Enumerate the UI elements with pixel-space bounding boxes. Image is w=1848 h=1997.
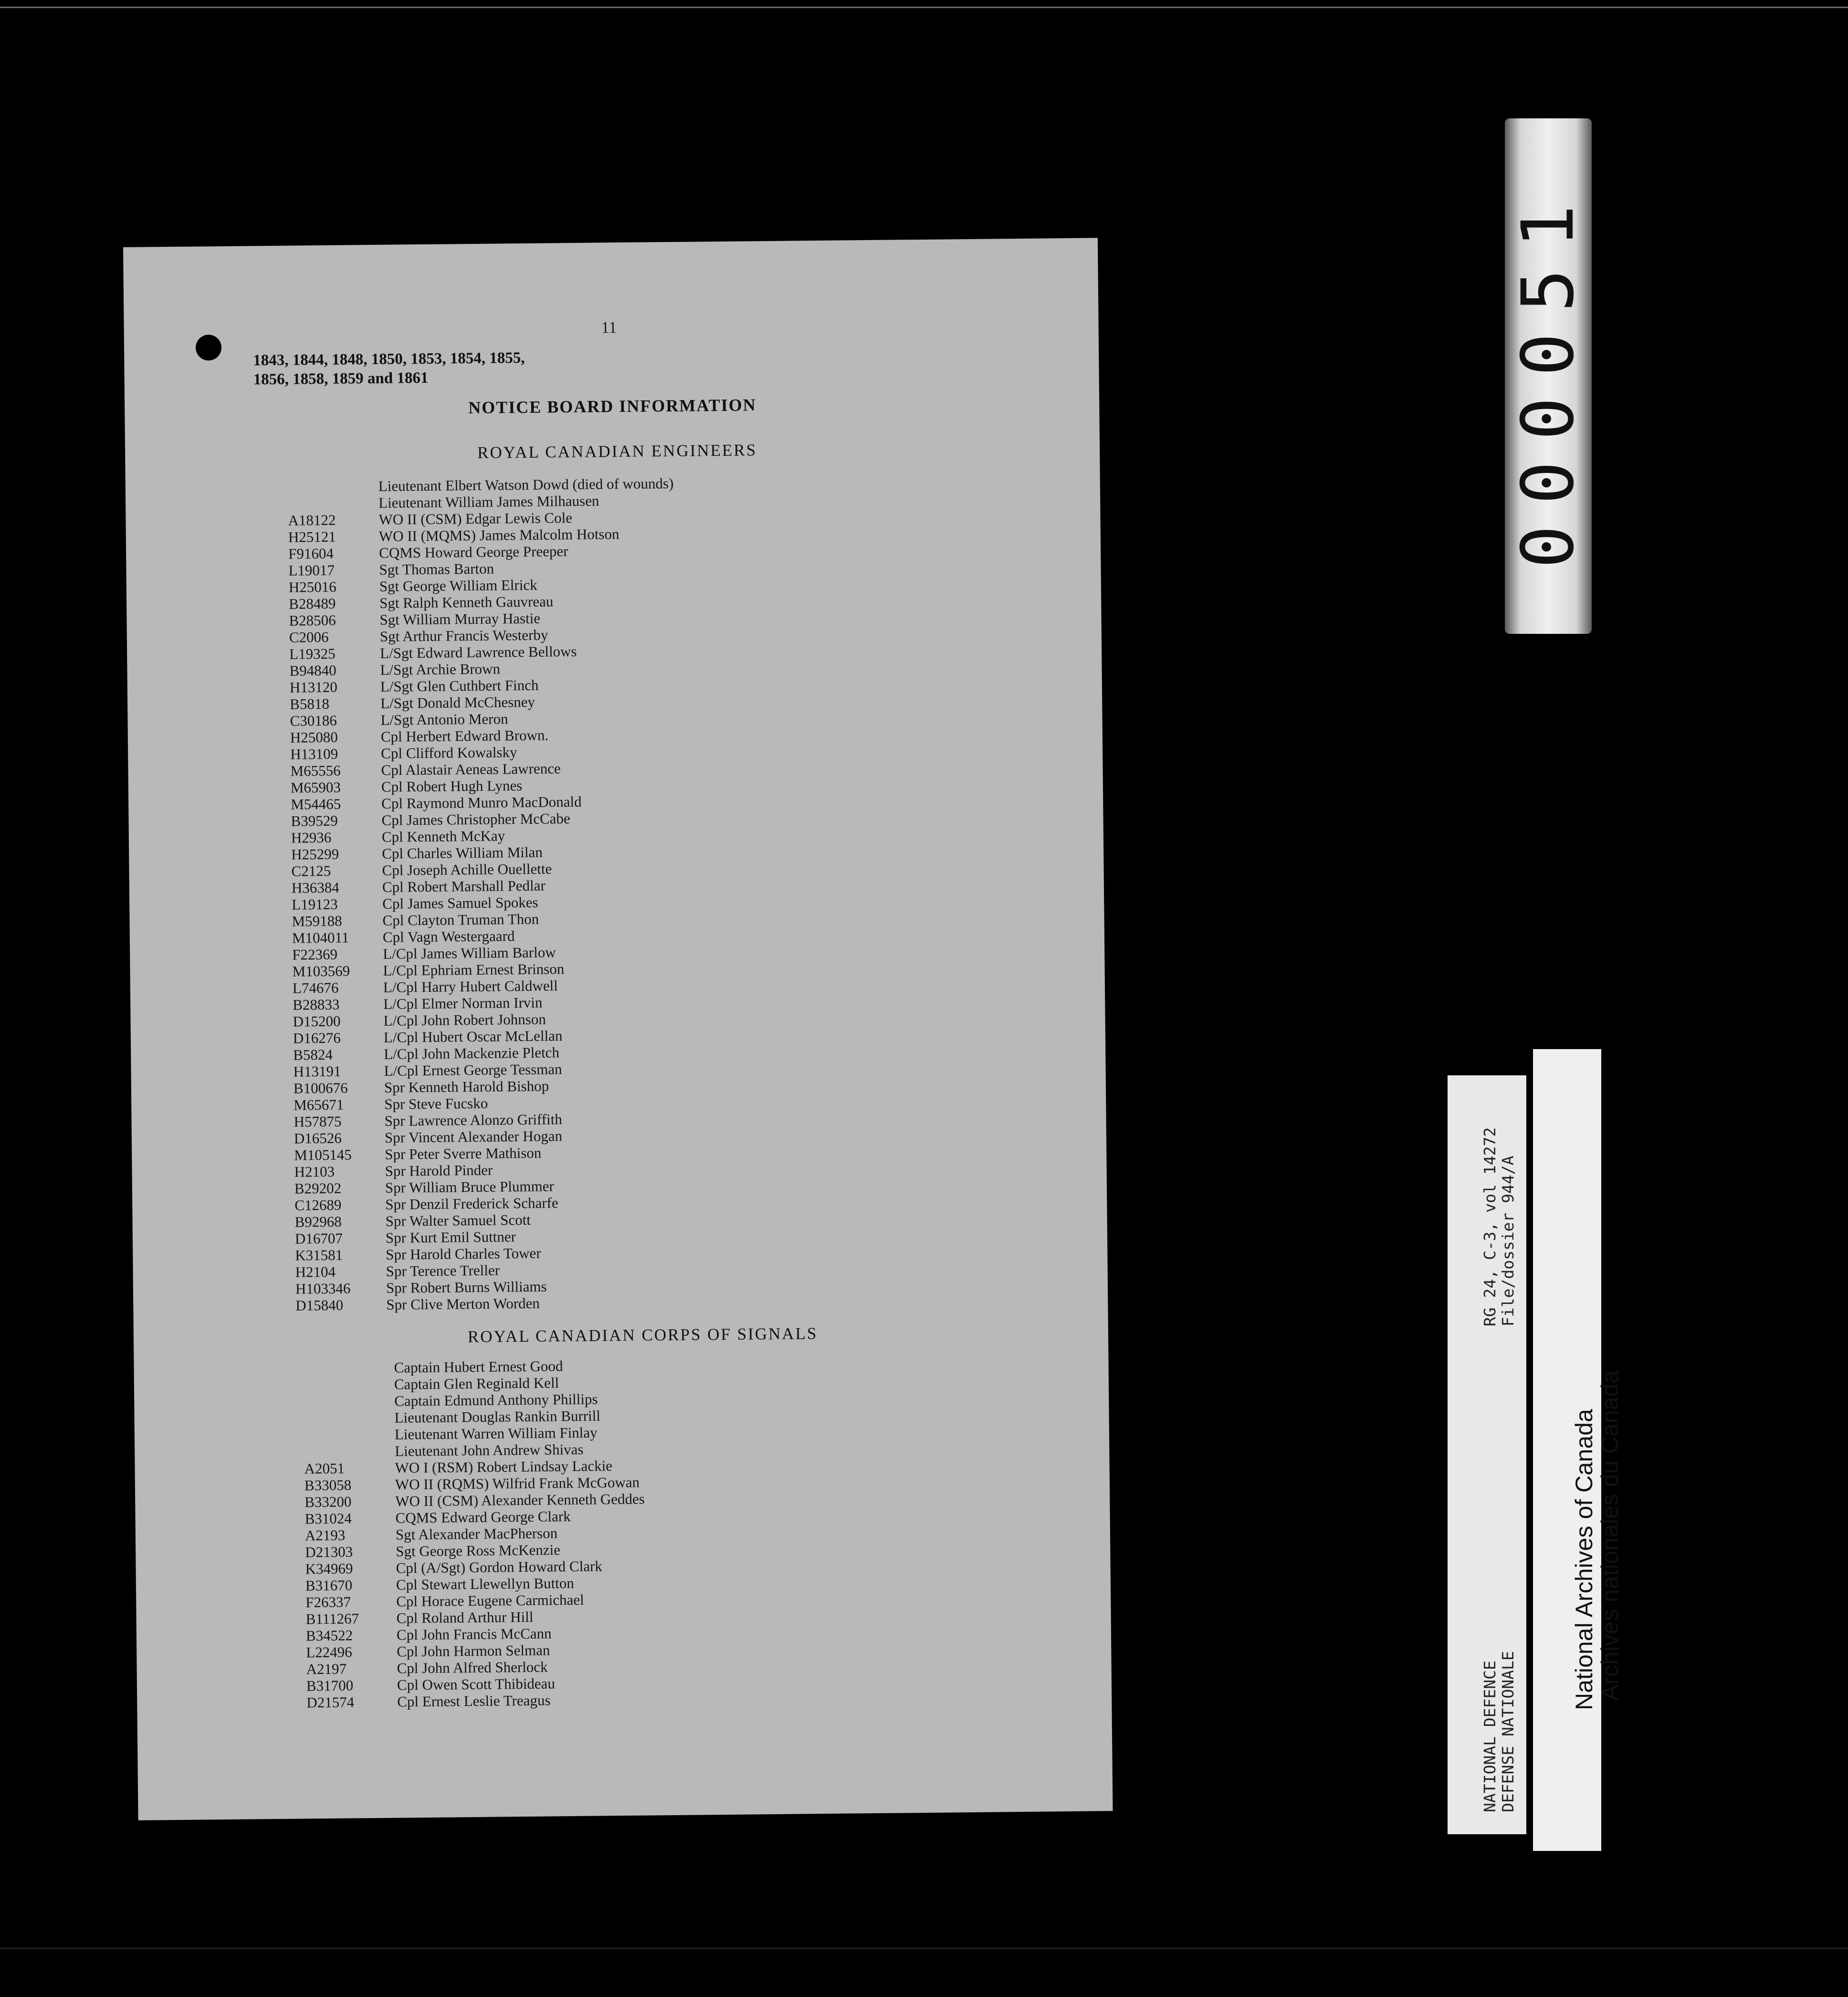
rank-and-name: Cpl Alastair Aeneas Lawrence xyxy=(381,760,561,778)
brand-line-french: Archives nationales du Canada xyxy=(1596,1370,1623,1701)
rank-and-name: Cpl Clifford Kowalsky xyxy=(381,744,517,762)
service-number: D15200 xyxy=(293,1012,341,1030)
service-number: L19017 xyxy=(288,561,335,579)
service-number: B39529 xyxy=(291,812,338,830)
section-title-engineers: ROYAL CANADIAN ENGINEERS xyxy=(477,441,757,462)
rank-and-name: Spr Robert Burns Williams xyxy=(386,1278,547,1296)
rank-and-name: L/Sgt Antonio Meron xyxy=(380,710,508,728)
punch-hole-icon xyxy=(196,335,222,361)
rank-and-name: WO II (RQMS) Wilfrid Frank McGowan xyxy=(395,1473,640,1493)
service-number: M104011 xyxy=(292,929,349,946)
service-number: L19123 xyxy=(292,895,338,913)
service-number: B31024 xyxy=(304,1510,352,1527)
rank-and-name: Cpl Vagn Westergaard xyxy=(382,927,515,946)
service-number: H13191 xyxy=(293,1062,341,1080)
rank-and-name: Cpl Owen Scott Thibideau xyxy=(397,1675,556,1693)
rank-and-name: L/Cpl John Mackenzie Pletch xyxy=(384,1044,560,1062)
file-numbers xyxy=(253,348,525,389)
service-number: H2103 xyxy=(294,1163,335,1180)
rank-and-name: CQMS Howard George Preeper xyxy=(379,543,568,561)
service-number: B28506 xyxy=(289,611,336,629)
service-number: F22369 xyxy=(292,946,338,963)
service-number: H2936 xyxy=(291,829,332,846)
rank-and-name: Cpl Horace Eugene Carmichael xyxy=(396,1591,584,1610)
service-number: H2104 xyxy=(295,1263,336,1281)
service-number: H25121 xyxy=(288,528,336,546)
service-number: D16276 xyxy=(293,1029,341,1047)
service-number: F91604 xyxy=(288,545,334,562)
service-number: A2197 xyxy=(306,1660,347,1678)
service-number: F26337 xyxy=(305,1593,351,1611)
rank-and-name: Sgt George Ross McKenzie xyxy=(396,1541,561,1560)
service-number: B31700 xyxy=(306,1677,354,1694)
service-number: C30186 xyxy=(290,712,337,729)
service-number: K34969 xyxy=(305,1560,353,1577)
rank-and-name: Sgt Ralph Kenneth Gauvreau xyxy=(379,593,554,611)
service-number: C2125 xyxy=(291,862,331,880)
service-number: H25080 xyxy=(290,728,338,746)
rank-and-name: WO II (MQMS) James Malcolm Hotson xyxy=(378,526,620,545)
service-number: D16526 xyxy=(294,1129,342,1147)
rank-and-name: Cpl Robert Hugh Lynes xyxy=(381,777,523,795)
rank-and-name: Cpl James Samuel Spokes xyxy=(382,893,538,912)
service-number: H36384 xyxy=(291,879,339,896)
service-number: B33058 xyxy=(304,1476,352,1494)
service-number: L22496 xyxy=(306,1643,352,1661)
service-number: D21303 xyxy=(305,1543,353,1561)
service-number: H25299 xyxy=(291,845,339,863)
rank-and-name: Cpl Charles William Milan xyxy=(382,843,543,862)
rank-and-name: L/Cpl Ephriam Ernest Brinson xyxy=(383,960,565,979)
service-number: M59188 xyxy=(292,912,342,930)
rank-and-name: Spr Kenneth Harold Bishop xyxy=(384,1077,549,1096)
rank-and-name: Sgt William Murray Hastie xyxy=(379,610,541,628)
rank-and-name: Cpl James Christopher McCabe xyxy=(381,810,570,829)
rank-and-name: Lieutenant Warren William Finlay xyxy=(394,1424,598,1443)
rank-and-name: Cpl Roland Arthur Hill xyxy=(396,1608,534,1627)
service-number: B111267 xyxy=(305,1610,359,1628)
service-number: C2006 xyxy=(289,628,329,646)
rank-and-name: Sgt Arthur Francis Westerby xyxy=(379,626,548,645)
frame-counter xyxy=(1505,118,1592,634)
rank-and-name: Spr Kurt Emil Suttner xyxy=(385,1228,516,1246)
rank-and-name: WO II (CSM) Alexander Kenneth Geddes xyxy=(395,1490,645,1510)
service-number: D21574 xyxy=(306,1693,355,1711)
document-heading: NOTICE BOARD INFORMATION xyxy=(468,395,756,418)
rank-and-name: L/Cpl Elmer Norman Irvin xyxy=(383,994,543,1012)
rank-and-name: Spr Harold Charles Tower xyxy=(386,1244,541,1263)
service-number: K31581 xyxy=(295,1246,343,1264)
rank-and-name: Lieutenant Douglas Rankin Burrill xyxy=(394,1407,601,1426)
rank-and-name: L/Cpl John Robert Johnson xyxy=(383,1010,546,1029)
rank-and-name: CQMS Edward George Clark xyxy=(395,1508,571,1526)
rank-and-name: Spr William Bruce Plummer xyxy=(385,1177,554,1196)
service-number: B5818 xyxy=(290,695,330,713)
rank-and-name: Cpl Joseph Achille Ouellette xyxy=(382,860,552,879)
rank-and-name: Sgt George William Elrick xyxy=(379,576,537,595)
rank-and-name: Spr Walter Samuel Scott xyxy=(385,1211,531,1230)
rank-and-name: L/Sgt Glen Cuthbert Finch xyxy=(380,676,539,695)
service-number: L19325 xyxy=(289,645,336,662)
rank-and-name: Sgt Thomas Barton xyxy=(379,560,494,578)
rank-and-name: Sgt Alexander MacPherson xyxy=(395,1524,558,1543)
rank-and-name: Captain Glen Reginald Kell xyxy=(394,1374,559,1393)
service-number: B5824 xyxy=(293,1046,333,1063)
rank-and-name: Spr Lawrence Alonzo Griffith xyxy=(384,1111,562,1129)
rank-and-name: Lieutenant Elbert Watson Dowd (died of wounds) xyxy=(378,474,674,494)
label-line-record-group: RG 24, C-3, vol 14272 xyxy=(1480,1127,1499,1326)
rank-and-name: L/Cpl Harry Hubert Caldwell xyxy=(383,977,558,996)
service-number: M65556 xyxy=(290,762,341,779)
rank-and-name: Spr Harold Pinder xyxy=(385,1161,493,1179)
rank-and-name: L/Cpl Ernest George Tessman xyxy=(384,1061,562,1079)
rank-and-name: Cpl Herbert Edward Brown. xyxy=(380,726,549,745)
label-line-national-defence: NATIONAL DEFENCE xyxy=(1480,1661,1499,1812)
rank-and-name: Cpl Kenneth McKay xyxy=(381,827,505,845)
file-numbers-line-1: 1843, 1844, 1848, 1850, 1853, 1854, 1855, xyxy=(253,349,525,369)
service-number: B34522 xyxy=(305,1627,353,1644)
frame-counter-text: 000051 xyxy=(1507,184,1590,568)
service-number: H57875 xyxy=(294,1113,342,1130)
archive-reference-label xyxy=(1448,1075,1526,1834)
signals-list xyxy=(303,1357,645,1711)
rank-and-name: Captain Edmund Anthony Phillips xyxy=(394,1390,598,1409)
service-number: A18122 xyxy=(288,511,336,529)
rank-and-name: L/Sgt Donald McChesney xyxy=(380,693,536,712)
file-numbers-line-2: 1856, 1858, 1859 and 1861 xyxy=(253,369,429,389)
section-title-signals: ROYAL CANADIAN CORPS OF SIGNALS xyxy=(467,1324,818,1346)
rank-and-name: Captain Hubert Ernest Good xyxy=(394,1357,563,1376)
rank-and-name: Spr Steve Fucsko xyxy=(384,1094,488,1113)
service-number: H13109 xyxy=(290,745,338,763)
service-number: A2193 xyxy=(304,1526,346,1544)
rank-and-name: Spr Denzil Frederick Scharfe xyxy=(385,1194,558,1213)
brand-line-english: National Archives of Canada xyxy=(1571,1409,1597,1710)
film-edge-bottom xyxy=(0,1947,1848,1949)
service-number: B33200 xyxy=(304,1493,352,1511)
label-line-file: File/dossier 944/A xyxy=(1499,1156,1517,1326)
rank-and-name: Cpl Stewart Llewellyn Button xyxy=(396,1575,574,1593)
service-number: B28833 xyxy=(293,996,340,1013)
rank-and-name: Spr Vincent Alexander Hogan xyxy=(384,1127,563,1146)
rank-and-name: Cpl Clayton Truman Thon xyxy=(382,910,539,929)
film-edge-top xyxy=(0,0,1848,8)
archive-brand-label xyxy=(1533,1049,1623,1851)
engineers-list xyxy=(288,474,674,1314)
rank-and-name: Cpl (A/Sgt) Gordon Howard Clark xyxy=(396,1557,602,1577)
rank-and-name: Spr Terence Treller xyxy=(386,1261,500,1280)
service-number: H103346 xyxy=(295,1280,351,1297)
document-page xyxy=(123,238,1113,1820)
service-number: A2051 xyxy=(304,1460,345,1477)
rank-and-name: WO I (RSM) Robert Lindsay Lackie xyxy=(395,1457,613,1476)
service-number: B92968 xyxy=(294,1213,342,1230)
service-number: C12689 xyxy=(294,1196,342,1214)
service-number: B100676 xyxy=(293,1079,348,1097)
rank-and-name: L/Sgt Edward Lawrence Bellows xyxy=(380,642,577,662)
service-number: B94840 xyxy=(289,662,336,679)
service-number: B28489 xyxy=(289,595,336,612)
rank-and-name: Cpl John Alfred Sherlock xyxy=(397,1658,548,1677)
rank-and-name: L/Sgt Archie Brown xyxy=(380,660,501,678)
service-number: H25016 xyxy=(288,578,336,596)
service-number: M103569 xyxy=(292,962,350,980)
rank-and-name: WO II (CSM) Edgar Lewis Cole xyxy=(378,509,573,528)
service-number: M65903 xyxy=(290,778,341,796)
rank-and-name: Cpl Ernest Leslie Treagus xyxy=(397,1692,551,1710)
rank-and-name: Cpl Raymond Munro MacDonald xyxy=(381,793,582,812)
rank-and-name: Lieutenant John Andrew Shivas xyxy=(395,1440,584,1460)
service-number: B31670 xyxy=(305,1577,353,1594)
service-number: L74676 xyxy=(292,979,339,997)
rank-and-name: L/Cpl James William Barlow xyxy=(383,944,556,962)
service-number: H13120 xyxy=(289,678,337,696)
rank-and-name: Cpl Robert Marshall Pedlar xyxy=(382,877,546,895)
rank-and-name: Cpl John Harmon Selman xyxy=(397,1641,550,1660)
service-number: M105145 xyxy=(294,1146,352,1164)
service-number: D15840 xyxy=(295,1296,344,1314)
service-number: B29202 xyxy=(294,1179,342,1197)
service-number: M65671 xyxy=(294,1096,344,1114)
service-number: M54465 xyxy=(291,795,341,813)
page-number: 11 xyxy=(601,319,617,337)
service-number: D16707 xyxy=(294,1230,343,1247)
rank-and-name: Cpl John Francis McCann xyxy=(396,1625,552,1643)
rank-and-name: Lieutenant William James Milhausen xyxy=(378,492,599,511)
rank-and-name: Spr Peter Sverre Mathison xyxy=(385,1144,542,1163)
rank-and-name: L/Cpl Hubert Oscar McLellan xyxy=(383,1027,563,1046)
label-line-defense-nationale: DEFENSE NATIONALE xyxy=(1499,1651,1517,1812)
rank-and-name: Spr Clive Merton Worden xyxy=(386,1294,540,1313)
